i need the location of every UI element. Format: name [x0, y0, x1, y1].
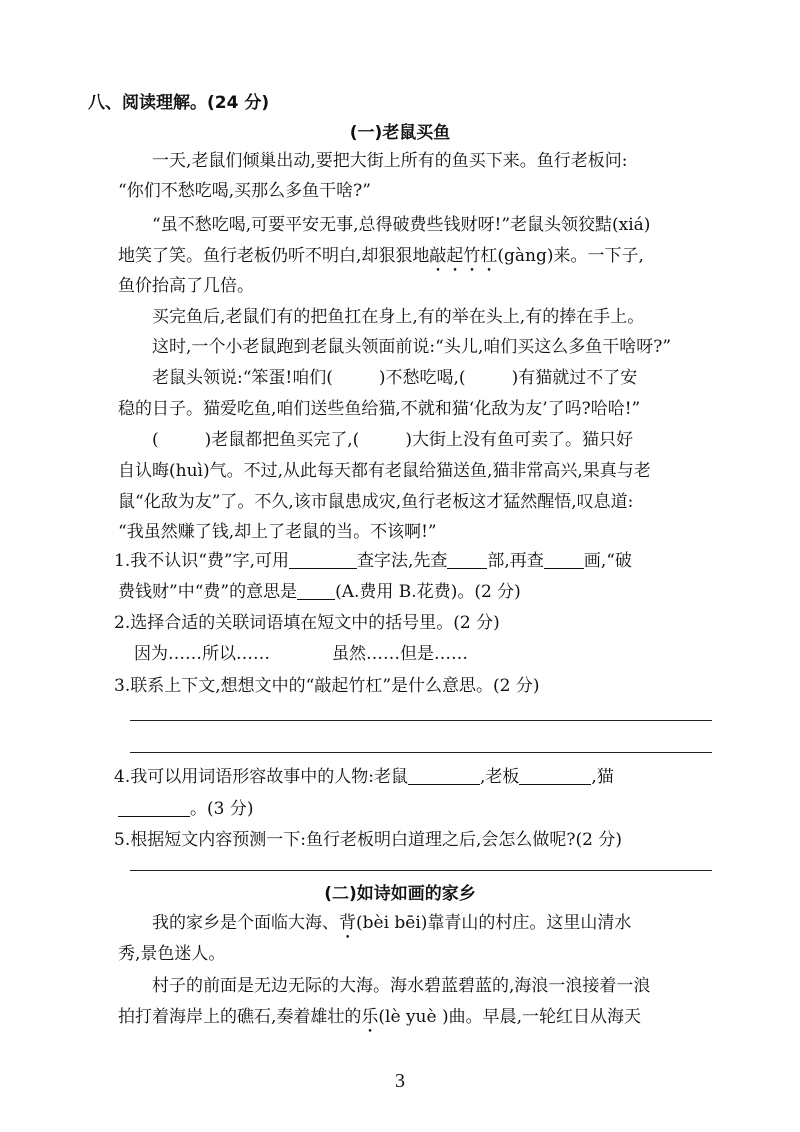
highlighted-char: 乐: [361, 1007, 379, 1027]
highlighted-phrase: 敲起竹杠: [429, 246, 498, 266]
answer-line[interactable]: [130, 752, 712, 753]
answer-blank-meaning[interactable]: [297, 581, 335, 600]
answer-blank-radical[interactable]: [447, 550, 487, 569]
answer-blank-mouse[interactable]: [408, 766, 480, 785]
story2-line: 村子的前面是无边无际的大海。海水碧蓝碧蓝的,海浪一浪接着一浪: [152, 976, 651, 996]
story1-line: [152, 367, 718, 389]
page-number: 3: [395, 1070, 405, 1092]
answer-blank-strokes[interactable]: [544, 550, 584, 569]
story1-line: “你们不愁吃喝,买那么多鱼干啥?”: [118, 181, 371, 201]
story1-text: )不愁吃喝,(: [378, 368, 466, 388]
story2-line: 秀,景色迷人。: [118, 944, 226, 964]
answer-line[interactable]: [130, 870, 712, 871]
question-5: 5.根据短文内容预测一下:鱼行老板明白道理之后,会怎么做呢?(2 分): [114, 830, 622, 850]
answer-blank-boss[interactable]: [519, 766, 591, 785]
story1-title: (一)老鼠买鱼: [349, 123, 451, 143]
story1-text: 老鼠头领说:“笨蛋!咱们(: [152, 368, 333, 388]
answer-blank-cat[interactable]: [118, 798, 190, 817]
story2-line: 拍打着海岸上的礁石,奏着雄壮的乐(lè yuè )曲。早晨,一轮红日从海天: [118, 1007, 641, 1027]
story1-text: (: [152, 430, 159, 450]
question-4-continued: 。(3 分): [118, 798, 718, 820]
story1-line: 一天,老鼠们倾巢出动,要把大街上所有的鱼买下来。鱼行老板问:: [152, 151, 628, 171]
story1-text: )有猫就过不了安: [511, 368, 638, 388]
story1-line: 鼠“化敌为友”了。不久,该市鼠患成灾,鱼行老板这才猛然醒悟,叹息道:: [118, 492, 634, 512]
connective-option: 因为……所以……: [134, 644, 270, 664]
story2-line: 我的家乡是个面临大海、背(bèi bēi)靠青山的村庄。这里山清水: [152, 913, 632, 933]
story1-line: “我虽然赚了钱,却上了老鼠的当。不该啊!”: [118, 522, 437, 542]
highlighted-char: 背: [339, 913, 356, 933]
story1-line: “虽不愁吃喝,可要平安无事,总得破费些钱财呀!”老鼠头领狡黠(xiá): [152, 215, 651, 235]
section-heading: 八、阅读理解。(24 分): [88, 93, 270, 113]
answer-line[interactable]: [130, 720, 712, 721]
story1-line: 买完鱼后,老鼠们有的把鱼扛在身上,有的举在头上,有的捧在手上。: [152, 307, 645, 327]
story1-line: 自认晦(huì)气。不过,从此每天都有老鼠给猫送鱼,猫非常高兴,果真与老: [118, 461, 651, 481]
story1-line: 这时,一个小老鼠跑到老鼠头领面前说:“头儿,咱们买这么多鱼干啥呀?”: [152, 337, 672, 357]
connective-option: 虽然……但是……: [332, 644, 468, 664]
story2-title: (二)如诗如画的家乡: [324, 884, 476, 904]
story1-text: )大街上没有鱼可卖了。猫只好: [405, 430, 633, 450]
question-1: 1.我不认识“费”字,可用 查字法,先查 部,再查 画,“破: [114, 551, 632, 571]
story1-line: [118, 245, 718, 276]
question-3: 3.联系上下文,想想文中的“敲起竹杠”是什么意思。(2 分): [114, 676, 540, 696]
question-2: 2.选择合适的关联词语填在短文中的括号里。(2 分): [114, 613, 500, 633]
answer-blank-method[interactable]: [289, 550, 357, 569]
story1-line: 鱼价抬高了几倍。: [118, 276, 254, 296]
story1-line: [152, 429, 718, 451]
story1-line: 稳的日子。猫爱吃鱼,咱们送些鱼给猫,不就和猫‘化敌为友’了吗?哈哈!”: [118, 399, 641, 419]
story1-text: )老鼠都把鱼买完了,(: [204, 430, 360, 450]
question-1-continued: 费钱财”中“费”的意思是 (A.费用 B.花费)。(2 分): [118, 582, 521, 602]
story1-text: (gàng)来。一下子,: [497, 246, 644, 266]
question-4: 4.我可以用词语形容故事中的人物:老鼠 ,老板 ,猫: [114, 767, 614, 787]
story1-text: 地笑了笑。鱼行老板仍听不明白,却狠狠地: [118, 246, 430, 266]
